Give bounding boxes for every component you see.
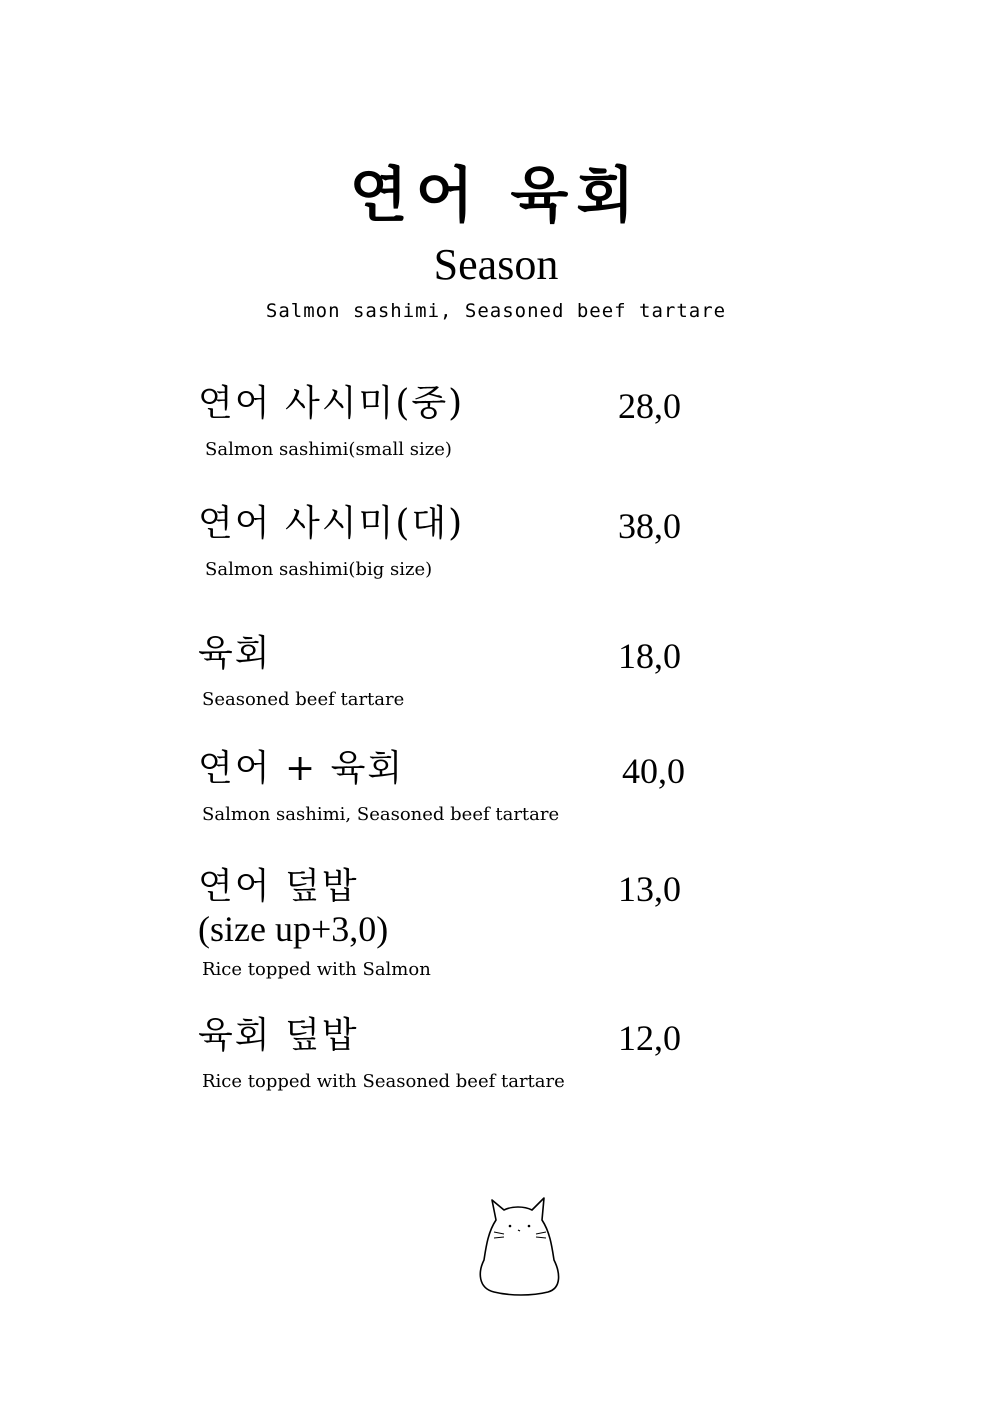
menu-item-description: Salmon sashimi, Seasoned beef tartare: [202, 804, 560, 825]
menu-item-description: Salmon sashimi(big size): [205, 559, 433, 580]
menu-item-price: 13,0: [618, 869, 681, 909]
menu-item-description: Rice topped with Seasoned beef tartare: [202, 1071, 565, 1092]
menu-item-description: Seasoned beef tartare: [202, 689, 405, 710]
menu-item-price: 18,0: [618, 636, 681, 676]
menu-item-name: 연어 사시미(중): [198, 383, 465, 424]
menu-item-price: 12,0: [618, 1018, 681, 1058]
menu-item-name: 연어 + 육회: [198, 748, 405, 789]
menu-item-name-text: 연어 덮밥: [198, 866, 359, 907]
menu-item-price: 40,0: [622, 751, 685, 791]
menu-item-name: 육회 덮밥: [198, 1015, 359, 1056]
menu-item-name-note: (size up+3,0): [198, 909, 389, 949]
menu-item-name: [198, 866, 388, 950]
menu-item-name: 육회: [198, 633, 272, 674]
menu-item-name: 연어 사시미(대): [198, 503, 465, 544]
menu-item-description: Rice topped with Salmon: [202, 959, 431, 980]
menu-subtitle: Season: [433, 240, 559, 289]
menu-tagline: Salmon sashimi, Seasoned beef tartare: [265, 300, 727, 322]
menu-item-price: 38,0: [618, 506, 681, 546]
menu-title: 연어 육회: [349, 161, 643, 231]
menu-item-price: 28,0: [618, 386, 681, 426]
menu-item-description: Salmon sashimi(small size): [205, 439, 452, 460]
cat-doodle-icon: [474, 1192, 564, 1296]
